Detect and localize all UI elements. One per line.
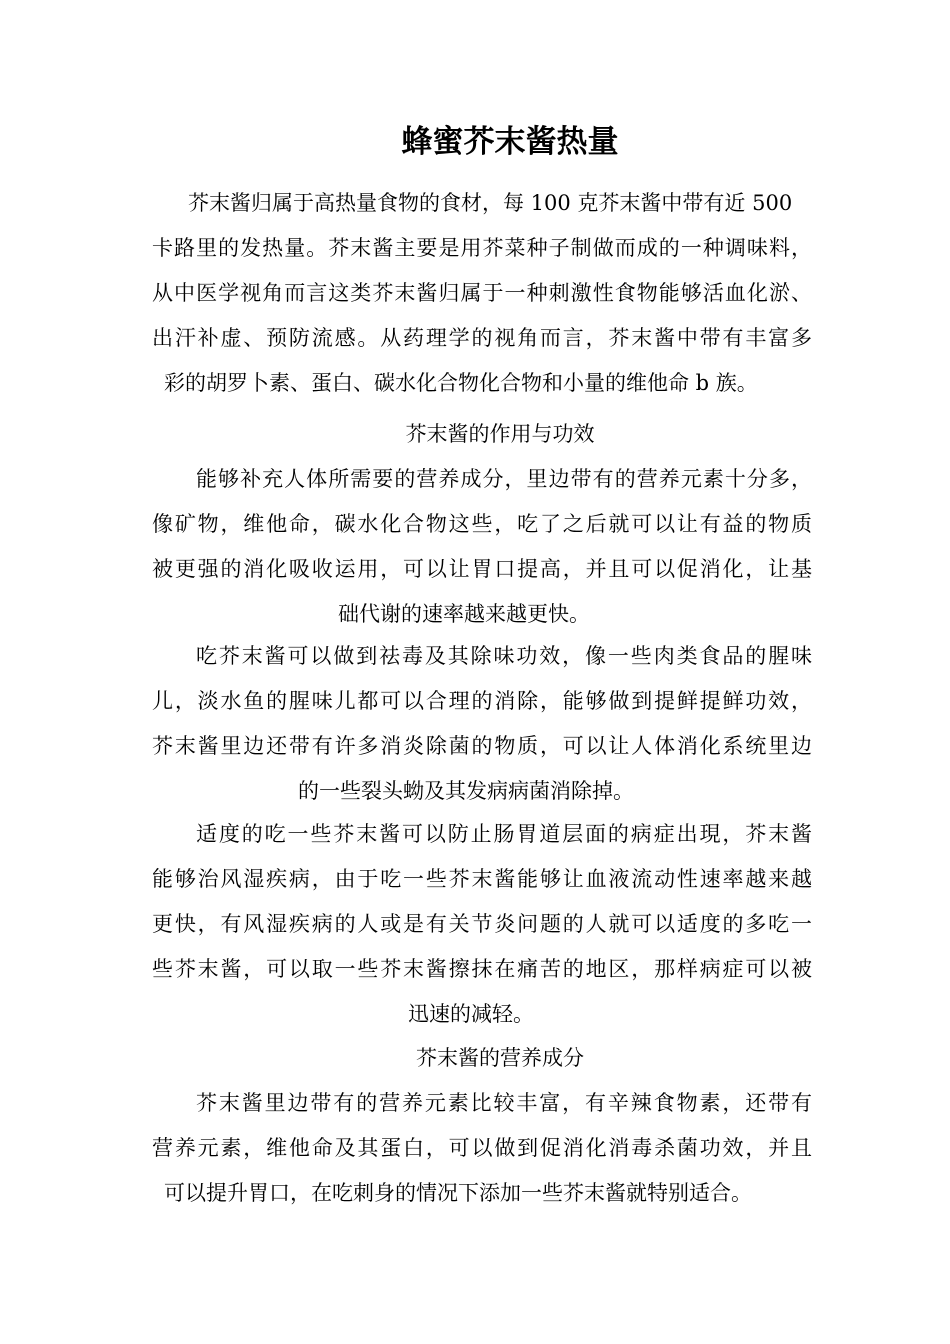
text-line: 更快，有风湿疾病的人或是有关节炎问题的人就可以适度的多吃一 bbox=[152, 912, 812, 936]
section-heading: 芥末酱的作用与功效 bbox=[405, 422, 595, 446]
intro-paragraph bbox=[152, 181, 812, 406]
text-line: 芥末酱归属于高热量食物的食材，每 100 克芥末酱中带有近 500 bbox=[188, 191, 793, 215]
text-line: 营养元素，维他命及其蛋白，可以做到促消化消毒杀菌功效，并且 bbox=[152, 1136, 812, 1160]
text-line: 迅速的减轻。 bbox=[408, 1002, 534, 1026]
text-line: 彩的胡罗卜素、蛋白、碳水化合物化合物和小量的维他命 b 族。 bbox=[164, 371, 758, 395]
text-line: 吃芥末酱可以做到祛毒及其除味功效，像一些肉类食品的腥味 bbox=[196, 644, 812, 668]
text-line: 适度的吃一些芥末酱可以防止肠胃道层面的病症出現，芥末酱 bbox=[196, 822, 812, 846]
text-line: 芥末酱里边还带有许多消炎除菌的物质，可以让人体消化系统里边 bbox=[152, 734, 812, 758]
paragraph bbox=[152, 812, 812, 1037]
document-title: 蜂蜜芥末酱热量 bbox=[401, 124, 619, 160]
text-line: 些芥末酱，可以取一些芥末酱擦抹在痛苦的地区，那样病症可以被 bbox=[152, 957, 812, 981]
text-line: 芥末酱里边带有的营养元素比较丰富，有辛辣食物素，还带有 bbox=[196, 1091, 812, 1115]
paragraph bbox=[152, 457, 812, 637]
text-line: 础代谢的速率越来越更快。 bbox=[338, 602, 590, 626]
paragraph bbox=[152, 1081, 812, 1216]
section-heading: 芥末酱的营养成分 bbox=[416, 1046, 584, 1070]
text-line: 能够治风湿疾病，由于吃一些芥末酱能够让血液流动性速率越来越 bbox=[152, 867, 812, 891]
paragraph bbox=[152, 634, 812, 814]
text-line: 儿，淡水鱼的腥味儿都可以合理的消除，能够做到提鲜提鲜功效， bbox=[152, 689, 812, 713]
text-line: 被更强的消化吸收运用，可以让胃口提高，并且可以促消化，让基 bbox=[152, 557, 812, 581]
text-line: 能够补充人体所需要的营养成分，里边带有的营养元素十分多， bbox=[196, 467, 812, 491]
text-line: 卡路里的发热量。芥末酱主要是用芥菜种子制做而成的一种调味料， bbox=[152, 236, 812, 260]
text-line: 可以提升胃口，在吃刺身的情况下添加一些芥末酱就特别适合。 bbox=[164, 1181, 752, 1205]
text-line: 从中医学视角而言这类芥末酱归属于一种刺激性食物能够活血化淤、 bbox=[152, 281, 812, 305]
text-line: 的一些裂头蚴及其发病病菌消除掉。 bbox=[298, 779, 634, 803]
text-line: 像矿物，维他命，碳水化合物这些，吃了之后就可以让有益的物质 bbox=[152, 512, 812, 536]
text-line: 出汗补虚、预防流感。从药理学的视角而言，芥末酱中带有丰富多 bbox=[152, 326, 812, 350]
